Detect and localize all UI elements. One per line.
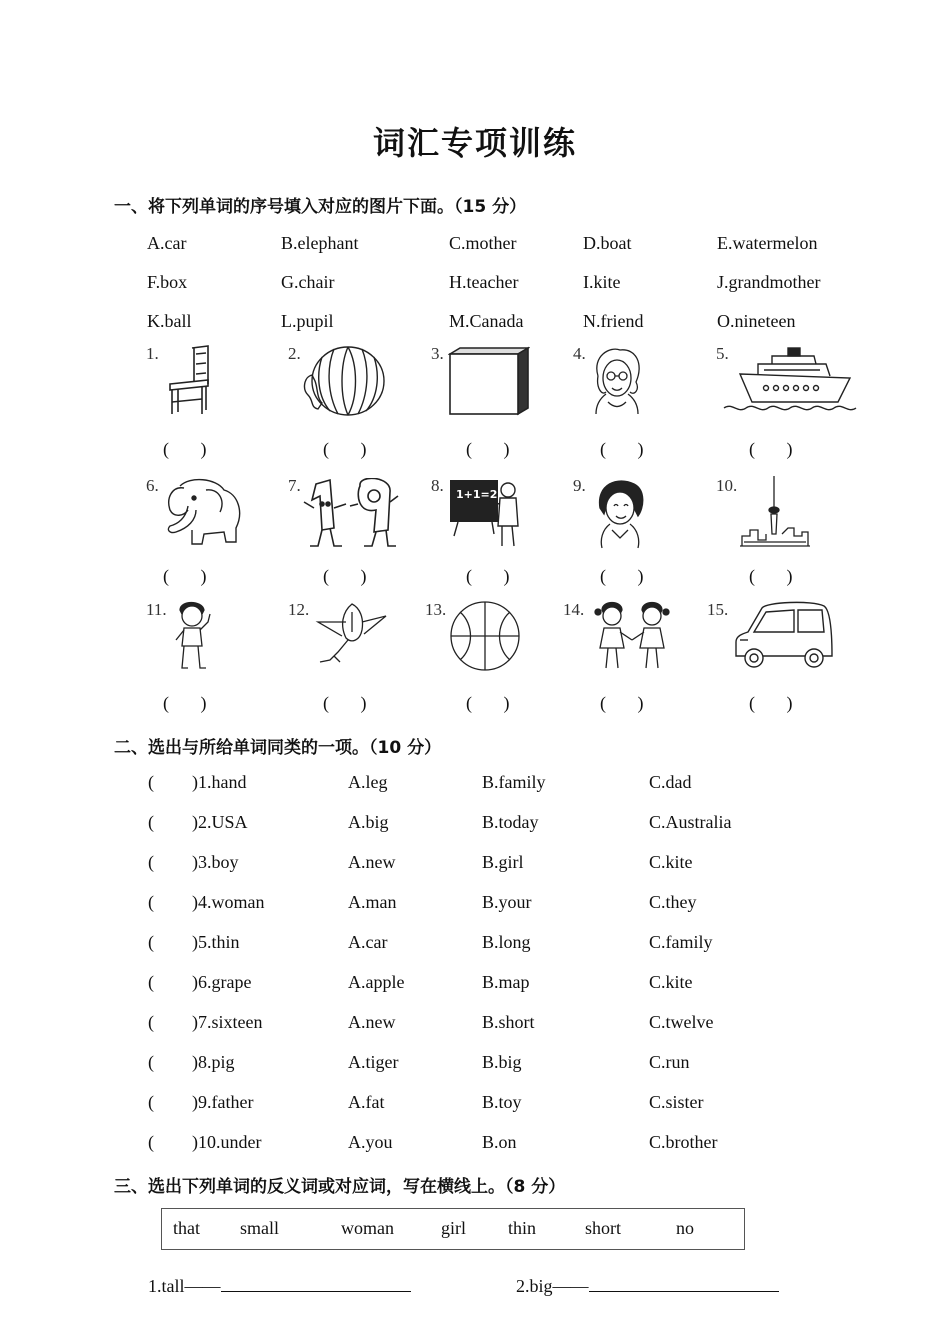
- option-a: A.car: [348, 932, 388, 952]
- option-b: B.map: [482, 972, 530, 992]
- option-b: B.big: [482, 1052, 522, 1072]
- answer-blank[interactable]: ( ): [163, 439, 207, 459]
- section-3-heading: 三、选出下列单词的反义词或对应词，写在横线上。（8 分）: [114, 1177, 566, 1197]
- mother-icon: [594, 478, 646, 550]
- word-item: D.boat: [583, 233, 632, 253]
- blackboard-text: 1+1=2: [456, 488, 498, 501]
- word-item: K.ball: [147, 311, 192, 331]
- section-1-heading: 一、将下列单词的序号填入对应的图片下面。（15 分）: [114, 197, 527, 217]
- grandmother-icon: [590, 346, 644, 416]
- word-item: H.teacher: [449, 272, 519, 292]
- picture-number: 1.: [146, 344, 159, 363]
- pupil-icon: [172, 600, 212, 672]
- fill-blank[interactable]: [589, 1275, 779, 1292]
- picture-number: 3.: [431, 344, 444, 363]
- picture-number: 4.: [573, 344, 586, 363]
- box-word: girl: [441, 1218, 466, 1238]
- box-word: no: [676, 1218, 694, 1238]
- answer-paren[interactable]: (: [148, 932, 154, 952]
- picture-number: 13.: [425, 600, 447, 619]
- question-word: )4.woman: [192, 892, 265, 912]
- answer-blank[interactable]: ( ): [749, 439, 793, 459]
- question-word: )5.thin: [192, 932, 240, 952]
- picture-number: 9.: [573, 476, 586, 495]
- word-item: N.friend: [583, 311, 644, 331]
- word-item: I.kite: [583, 272, 621, 292]
- option-a: A.apple: [348, 972, 405, 992]
- answer-blank[interactable]: ( ): [749, 566, 793, 586]
- box-word: small: [240, 1218, 279, 1238]
- picture-number: 14.: [563, 600, 585, 619]
- question-word: )6.grape: [192, 972, 252, 992]
- option-c: C.kite: [649, 852, 693, 872]
- answer-paren[interactable]: (: [148, 1132, 154, 1152]
- option-c: C.twelve: [649, 1012, 714, 1032]
- option-a: A.tiger: [348, 1052, 399, 1072]
- answer-paren[interactable]: (: [148, 772, 154, 792]
- picture-number: 15.: [707, 600, 729, 619]
- question-word: )1.hand: [192, 772, 247, 792]
- word-item: O.nineteen: [717, 311, 796, 331]
- answer-blank[interactable]: ( ): [600, 566, 644, 586]
- answer-blank[interactable]: ( ): [749, 693, 793, 713]
- answer-blank[interactable]: ( ): [163, 566, 207, 586]
- ball-icon: [448, 600, 522, 672]
- question-word: )7.sixteen: [192, 1012, 263, 1032]
- answer-blank[interactable]: ( ): [600, 439, 644, 459]
- option-c: C.they: [649, 892, 697, 912]
- teacher-icon: [448, 476, 524, 548]
- fill-item: [148, 1275, 411, 1297]
- answer-paren[interactable]: (: [148, 1092, 154, 1112]
- page-title: 词汇专项训练: [372, 124, 577, 162]
- answer-paren[interactable]: (: [148, 1012, 154, 1032]
- picture-number: 2.: [288, 344, 301, 363]
- word-box: [161, 1208, 745, 1250]
- answer-blank[interactable]: ( ): [466, 439, 510, 459]
- option-c: C.dad: [649, 772, 692, 792]
- answer-blank[interactable]: ( ): [323, 693, 367, 713]
- picture-number: 12.: [288, 600, 310, 619]
- option-c: C.family: [649, 932, 713, 952]
- picture-number: 11.: [146, 600, 167, 619]
- box-word: thin: [508, 1218, 537, 1238]
- option-a: A.new: [348, 852, 396, 872]
- option-a: A.you: [348, 1132, 393, 1152]
- answer-blank[interactable]: ( ): [466, 693, 510, 713]
- car-icon: [732, 600, 834, 672]
- option-b: B.on: [482, 1132, 517, 1152]
- box-word: woman: [341, 1218, 394, 1238]
- question-word: )10.under: [192, 1132, 262, 1152]
- fill-label: 1.tall——: [148, 1276, 221, 1296]
- option-b: B.today: [482, 812, 539, 832]
- option-c: C.sister: [649, 1092, 704, 1112]
- answer-blank[interactable]: ( ): [323, 439, 367, 459]
- question-word: )8.pig: [192, 1052, 235, 1072]
- option-a: A.big: [348, 812, 389, 832]
- option-b: B.girl: [482, 852, 524, 872]
- answer-paren[interactable]: (: [148, 852, 154, 872]
- option-b: B.toy: [482, 1092, 522, 1112]
- kite-icon: [312, 600, 388, 672]
- fill-label: 2.big——: [516, 1276, 589, 1296]
- answer-paren[interactable]: (: [148, 972, 154, 992]
- option-a: A.new: [348, 1012, 396, 1032]
- word-item: M.Canada: [449, 311, 524, 331]
- word-item: F.box: [147, 272, 188, 292]
- picture-number: 10.: [716, 476, 738, 495]
- fill-item: [516, 1275, 779, 1297]
- canada-icon: [740, 474, 810, 548]
- word-item: G.chair: [281, 272, 335, 292]
- word-item: J.grandmother: [717, 272, 821, 292]
- option-b: B.long: [482, 932, 531, 952]
- elephant-icon: [160, 476, 246, 548]
- question-word: )3.boy: [192, 852, 239, 872]
- word-item: B.elephant: [281, 233, 359, 253]
- answer-blank[interactable]: ( ): [323, 566, 367, 586]
- nineteen-icon: [300, 478, 400, 550]
- answer-paren[interactable]: (: [148, 1052, 154, 1072]
- word-item: A.car: [147, 233, 187, 253]
- option-c: C.Australia: [649, 812, 732, 832]
- option-b: B.short: [482, 1012, 535, 1032]
- option-b: B.family: [482, 772, 546, 792]
- box-word: short: [585, 1218, 621, 1238]
- option-a: A.leg: [348, 772, 388, 792]
- answer-blank[interactable]: ( ): [600, 693, 644, 713]
- picture-number: 5.: [716, 344, 729, 363]
- fill-blank[interactable]: [221, 1275, 411, 1292]
- question-word: )2.USA: [192, 812, 248, 832]
- box-word: that: [173, 1218, 200, 1238]
- question-word: )9.father: [192, 1092, 254, 1112]
- answer-paren[interactable]: (: [148, 892, 154, 912]
- option-b: B.your: [482, 892, 532, 912]
- option-c: C.kite: [649, 972, 693, 992]
- option-c: C.run: [649, 1052, 690, 1072]
- answer-blank[interactable]: ( ): [163, 693, 207, 713]
- answer-blank[interactable]: ( ): [466, 566, 510, 586]
- option-a: A.fat: [348, 1092, 385, 1112]
- picture-number: 6.: [146, 476, 159, 495]
- friend-icon: [594, 600, 672, 672]
- option-c: C.brother: [649, 1132, 718, 1152]
- word-item: E.watermelon: [717, 233, 818, 253]
- option-a: A.man: [348, 892, 397, 912]
- watermelon-icon: [300, 345, 386, 417]
- word-item: L.pupil: [281, 311, 334, 331]
- section-2-heading: 二、选出与所给单词同类的一项。（10 分）: [114, 738, 442, 758]
- chair-icon: [164, 344, 214, 416]
- picture-number: 8.: [431, 476, 444, 495]
- word-item: C.mother: [449, 233, 517, 253]
- picture-number: 7.: [288, 476, 301, 495]
- answer-paren[interactable]: (: [148, 812, 154, 832]
- box-icon: [448, 346, 530, 416]
- boat-icon: [722, 344, 862, 416]
